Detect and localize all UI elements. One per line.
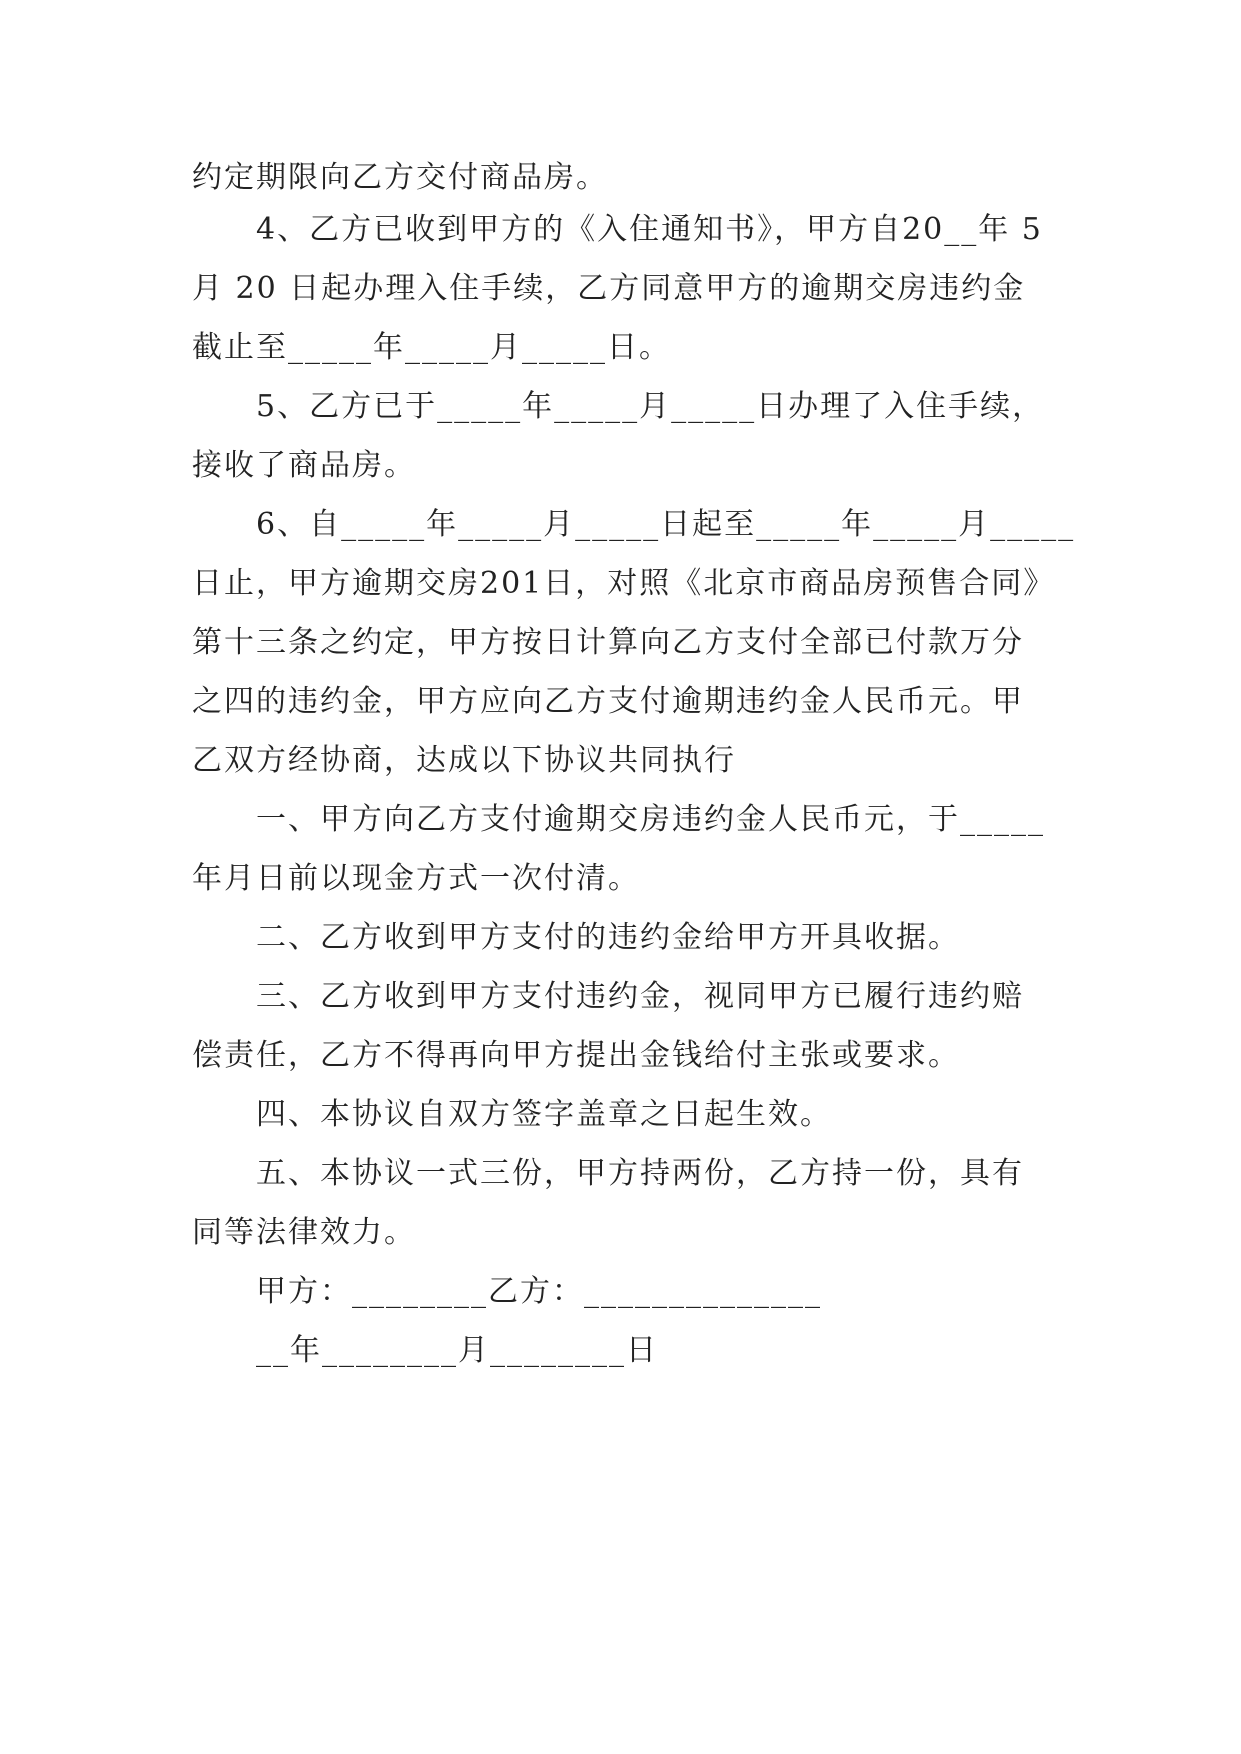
text-line: 月 20 日起办理入住手续，乙方同意甲方的逾期交房违约金 <box>192 271 1026 306</box>
agreement-item-5: 五、本协议一式三份，甲方持两份，乙方持一份，具有 <box>256 1156 1024 1191</box>
date-line: __年________月________日 <box>256 1333 658 1368</box>
agreement-item-1: 一、甲方向乙方支付逾期交房违约金人民币元，于_____ <box>256 802 1045 837</box>
document-page <box>192 155 1076 1380</box>
clause-5-line: 5、乙方已于_____年_____月_____日办理了入住手续， <box>256 389 1045 424</box>
text-line: 乙双方经协商，达成以下协议共同执行 <box>192 743 736 778</box>
text-line: 之四的违约金，甲方应向乙方支付逾期违约金人民币元。甲 <box>192 684 1024 719</box>
text-line: 第十三条之约定，甲方按日计算向乙方支付全部已付款万分 <box>192 625 1024 660</box>
clause-6-line: 6、自_____年_____月_____日起至_____年_____月_____ <box>256 507 1076 542</box>
text-line: 截止至_____年_____月_____日。 <box>192 330 671 365</box>
clause-4-line: 4、乙方已收到甲方的《入住通知书》，甲方自20__年 5 <box>256 212 1043 247</box>
text-line: 日止，甲方逾期交房201日，对照《北京市商品房预售合同》 <box>192 566 1056 601</box>
signature-line: 甲方：________乙方：______________ <box>256 1274 822 1309</box>
text-line: 约定期限向乙方交付商品房。 <box>192 160 608 195</box>
agreement-item-3: 三、乙方收到甲方支付违约金，视同甲方已履行违约赔 <box>256 979 1024 1014</box>
text-line: 接收了商品房。 <box>192 448 416 483</box>
text-line: 同等法律效力。 <box>192 1215 416 1250</box>
text-line: 年月日前以现金方式一次付清。 <box>192 861 640 896</box>
agreement-item-2: 二、乙方收到甲方支付的违约金给甲方开具收据。 <box>256 920 960 955</box>
agreement-item-4: 四、本协议自双方签字盖章之日起生效。 <box>256 1097 832 1132</box>
text-line: 偿责任，乙方不得再向甲方提出金钱给付主张或要求。 <box>192 1038 960 1073</box>
